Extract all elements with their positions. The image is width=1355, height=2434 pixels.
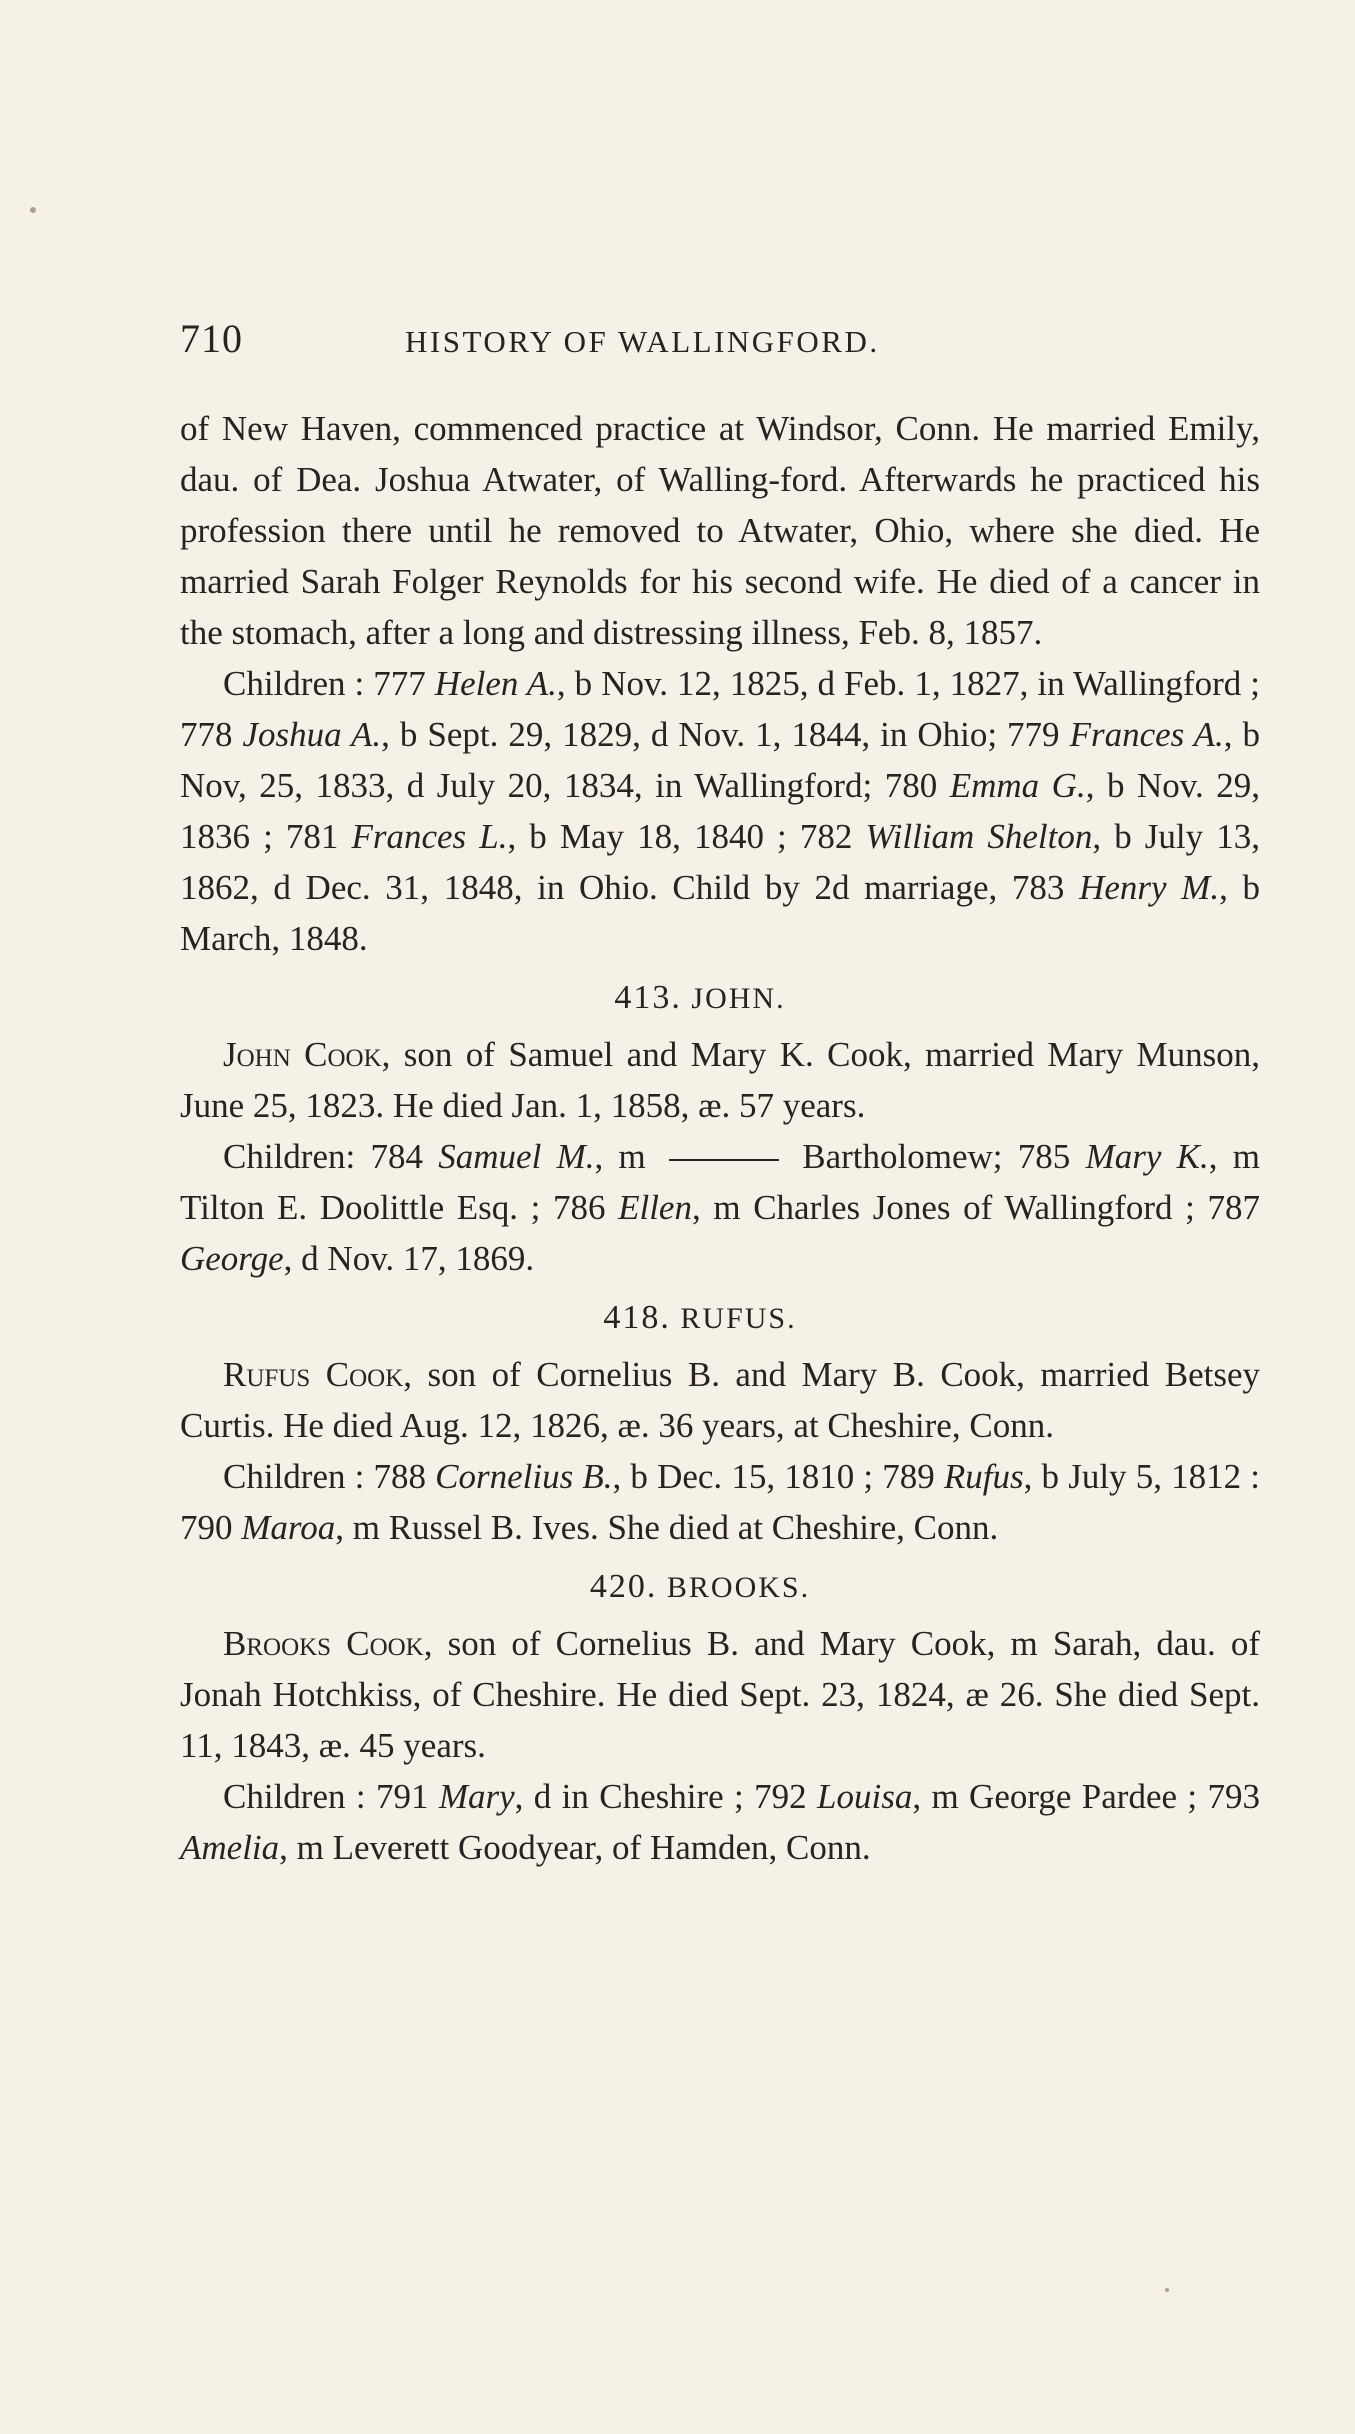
entry-lead-name: John Cook (223, 1035, 382, 1074)
child-name: Frances A. (1069, 715, 1224, 754)
section-name: BROOKS. (666, 1571, 811, 1604)
page-header (180, 315, 1260, 375)
john-children-paragraph: Children: 784 Samuel M., m Bartholomew; 785 Mary K., m Tilton E. Doolittle Esq. ; 786 Ellen, m Charles Jones of Wallingford ; 787 George, d Nov. 17, 1869. (180, 1137, 1260, 1278)
running-title: HISTORY OF WALLINGFORD. (405, 324, 880, 359)
section-heading-rufus (180, 1296, 1260, 1341)
child-name: Helen A. (434, 664, 557, 703)
child-name: George (180, 1239, 284, 1278)
child-name: Mary (438, 1777, 515, 1816)
child-name: Ellen (618, 1188, 692, 1227)
child-name: Cornelius B. (435, 1457, 613, 1496)
child-name: Rufus (943, 1457, 1024, 1496)
child-name: William Shelton (865, 817, 1093, 856)
book-page (180, 315, 1260, 1873)
child-name: Mary K. (1085, 1137, 1209, 1176)
section-heading-john (180, 976, 1260, 1021)
blank-dash (669, 1159, 779, 1161)
children-label: Children : (223, 1457, 374, 1496)
child-name: Maroa (241, 1508, 336, 1547)
section-name: JOHN. (691, 982, 786, 1015)
children-label: Children : (223, 664, 374, 703)
section-name: RUFUS. (680, 1302, 797, 1335)
child-name: Amelia (180, 1828, 280, 1867)
entry-lead-name: Rufus Cook (223, 1355, 404, 1394)
child-name: Joshua A. (242, 715, 382, 754)
intro-children-paragraph: Children : 777 Helen A., b Nov. 12, 1825, d Feb. 1, 1827, in Wallingford ; 778 Joshua A., b Sept. 29, 1829, d Nov. 1, 1844, in Ohio; 779 Frances A., b Nov, 25, 1833, d July 20, 1834, in Wallingford; 780 Emma G., b Nov. 29, 1836 ; 781 Frances L., b May 18, 1840 ; 782 William Shelton, b July 13, 1862, d Dec. 31, 1848, in Ohio. Child by 2d marriage, 783 Henry M., b March, 1848. (180, 664, 1260, 958)
child-name: Emma G. (949, 766, 1086, 805)
section-number: 418. (603, 1299, 671, 1336)
children-label: Children: (223, 1137, 371, 1176)
child-name: Henry M. (1079, 868, 1220, 907)
child-name: Samuel M. (438, 1137, 595, 1176)
section-number: 420. (589, 1568, 658, 1605)
child-name: Louisa (817, 1777, 913, 1816)
child-name: Frances L. (351, 817, 508, 856)
rufus-children-paragraph: Children : 788 Cornelius B., b Dec. 15, 1810 ; 789 Rufus, b July 5, 1812 : 790 Maroa, m Russel B. Ives. She died at Cheshire, Conn. (180, 1457, 1260, 1547)
section-heading-brooks (180, 1565, 1260, 1610)
section-number: 413. (614, 979, 682, 1016)
children-label: Children : (223, 1777, 376, 1816)
page-number: 710 (180, 316, 243, 361)
paper-speck (30, 207, 36, 213)
brooks-paragraph: Brooks Cook, son of Cornelius B. and Mary Cook, m Sarah, dau. of Jonah Hotchkiss, of Cheshire. He died Sept. 23, 1824, æ 26. She died Sept. 11, 1843, æ. 45 years. (180, 1624, 1260, 1765)
john-paragraph: John Cook, son of Samuel and Mary K. Cook, married Mary Munson, June 25, 1823. He died Jan. 1, 1858, æ. 57 years. (180, 1035, 1260, 1125)
brooks-children-paragraph: Children : 791 Mary, d in Cheshire ; 792 Louisa, m George Pardee ; 793 Amelia, m Leverett Goodyear, of Hamden, Conn. (180, 1777, 1260, 1867)
entry-lead-name: Brooks Cook (223, 1624, 424, 1663)
paper-speck (1165, 2288, 1169, 2292)
rufus-paragraph: Rufus Cook, son of Cornelius B. and Mary B. Cook, married Betsey Curtis. He died Aug. 12, 1826, æ. 36 years, at Cheshire, Conn. (180, 1355, 1260, 1445)
intro-paragraph: of New Haven, commenced practice at Windsor, Conn. He married Emily, dau. of Dea. Joshua Atwater, of Walling-ford. Afterwards he practiced his profession there until he removed to Atwater, Ohio, where she died. He married Sarah Folger Reynolds for his second wife. He died of a cancer in the stomach, after a long and distressing illness, Feb. 8, 1857. (180, 409, 1260, 652)
